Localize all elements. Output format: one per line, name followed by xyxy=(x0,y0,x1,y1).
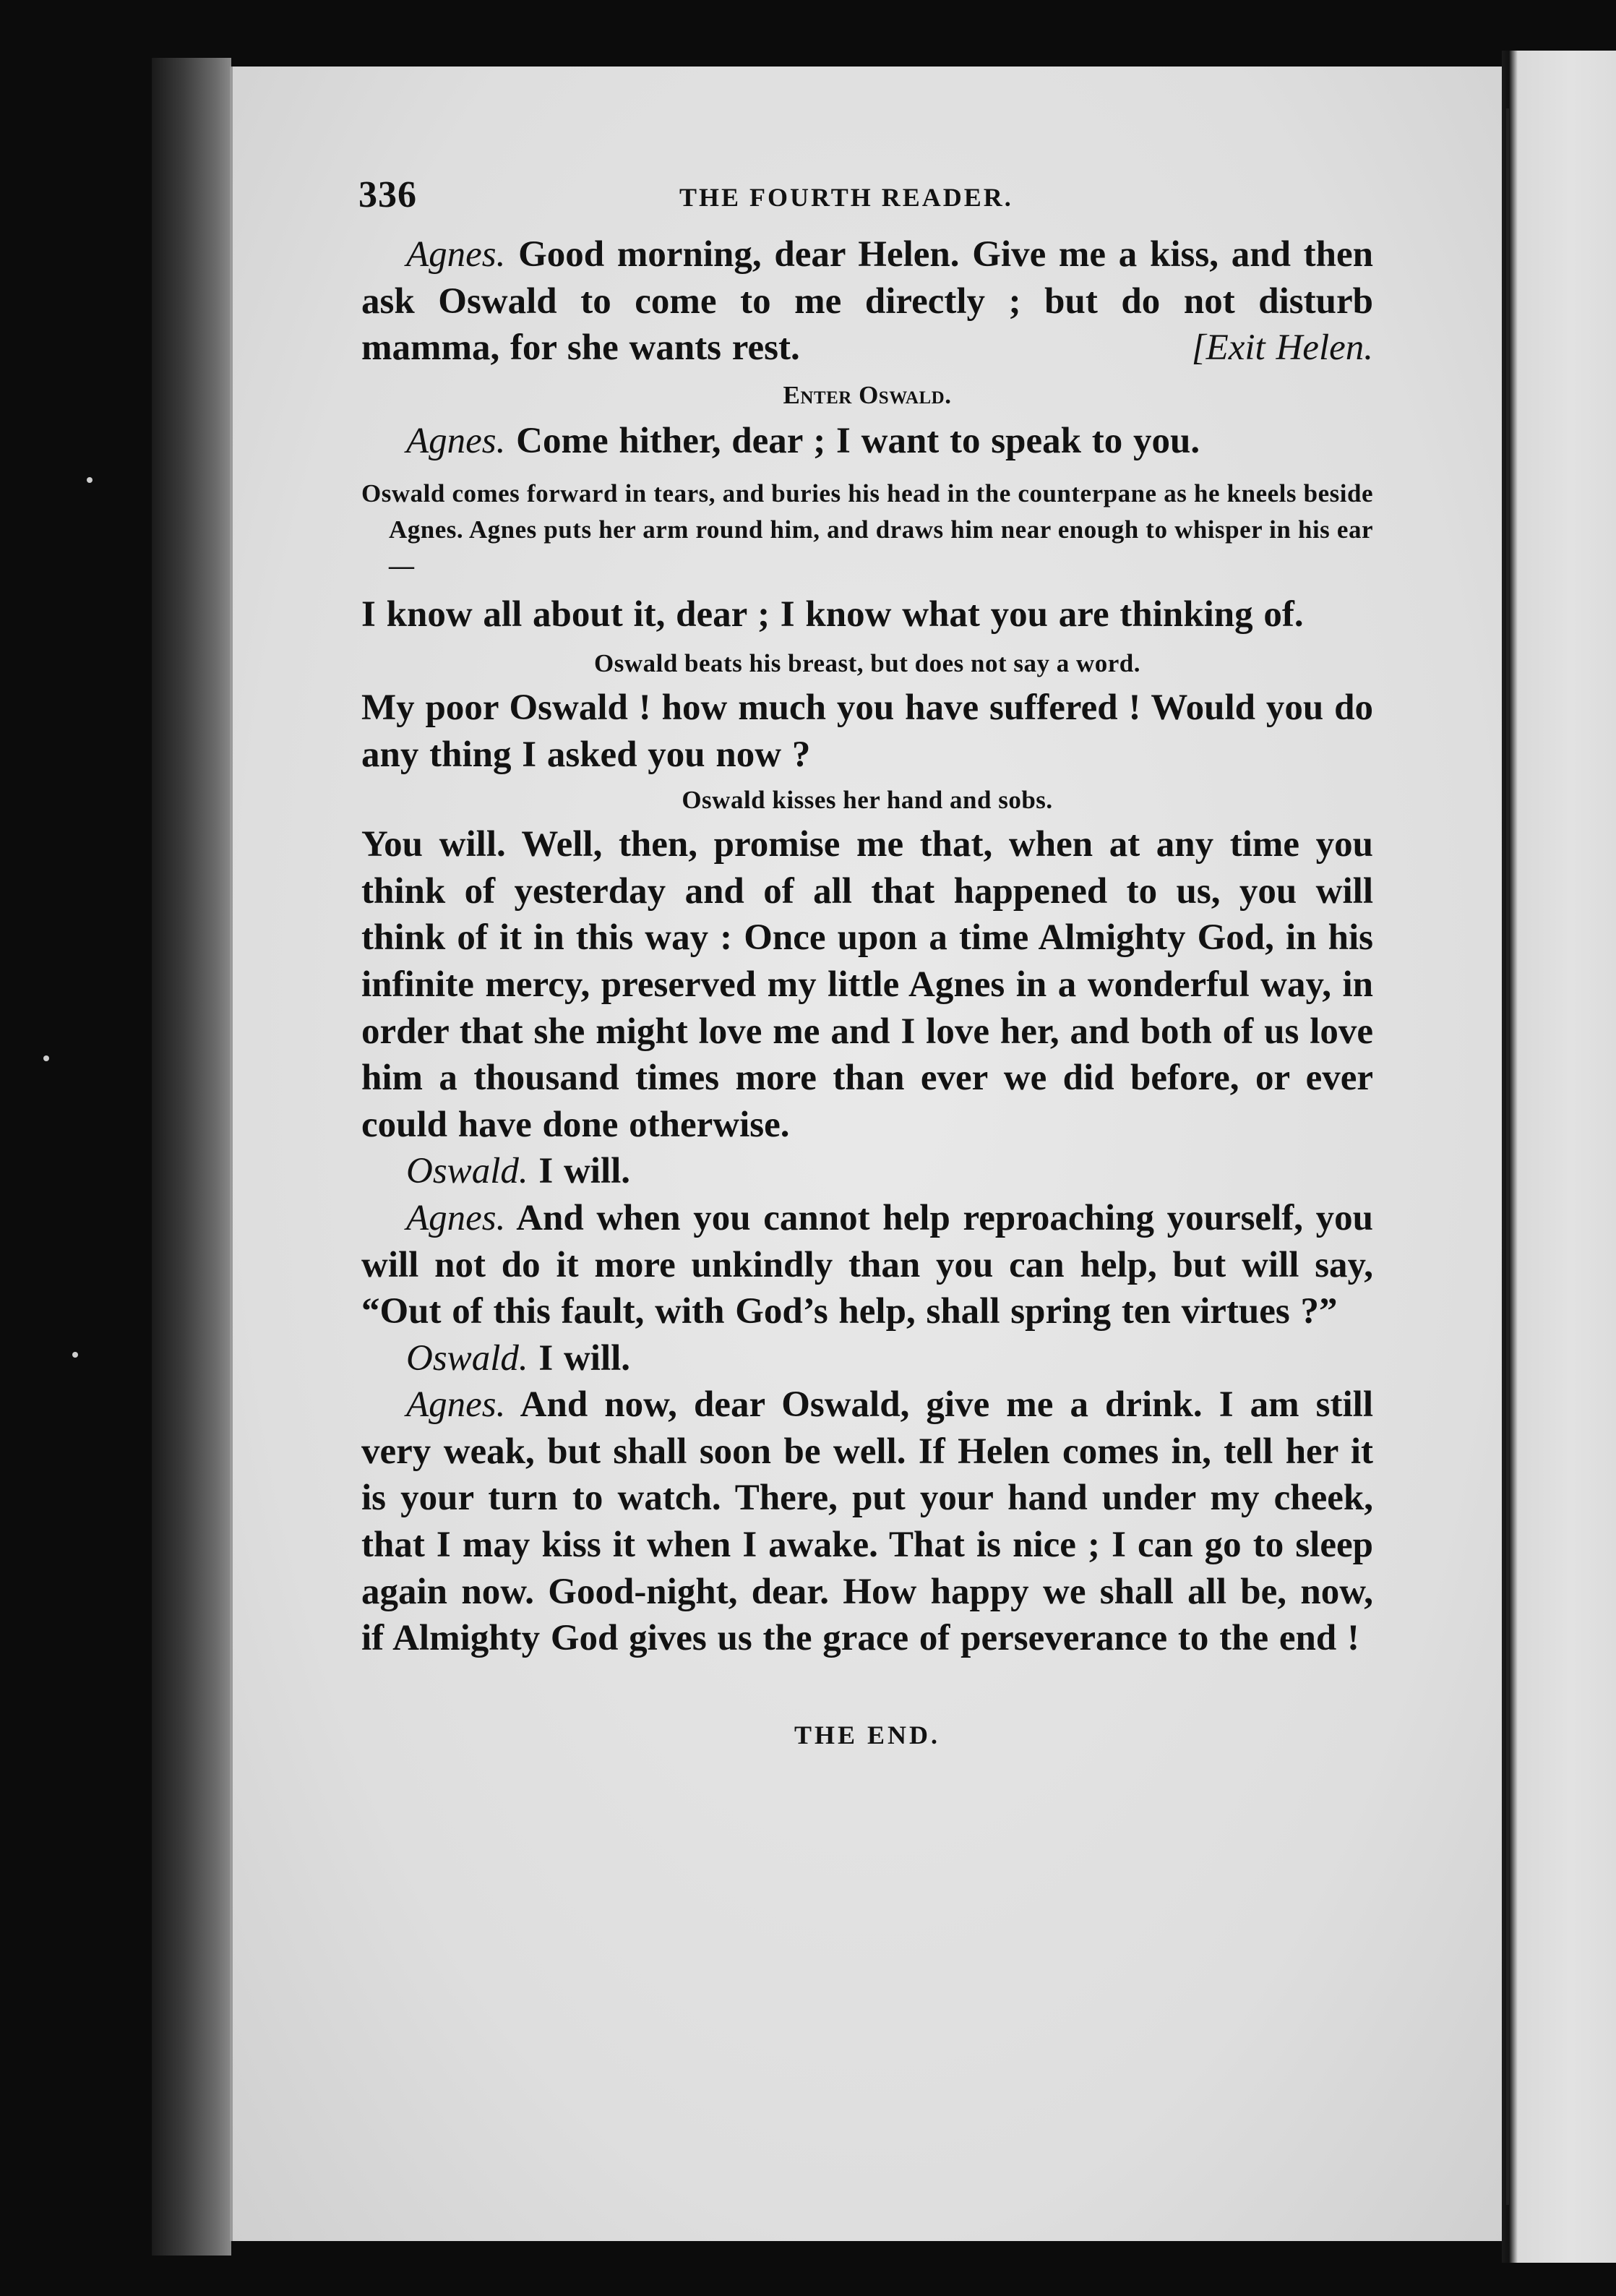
dialogue-text: I will. xyxy=(528,1151,631,1192)
speaker-name: Oswald. xyxy=(406,1337,528,1379)
speaker-name: Agnes. xyxy=(406,234,506,275)
page-content xyxy=(358,174,1373,1776)
scan-speck xyxy=(87,477,93,483)
running-head xyxy=(358,174,1373,231)
page-number: 336 xyxy=(358,174,417,215)
speaker-name: Agnes. xyxy=(406,420,506,461)
dialogue-paragraph xyxy=(361,1195,1373,1335)
dialogue-paragraph: My poor Oswald ! how much you have suffered ! Would you do any thing I asked you now ? xyxy=(361,687,1373,775)
stage-direction-exit: [Exit Helen. xyxy=(1191,327,1373,369)
dialogue-paragraph: I know all about it, dear ; I know what you are thinking of. xyxy=(361,594,1304,635)
page-gutter-line xyxy=(1506,108,1509,2205)
speaker-name: Agnes. xyxy=(406,1197,506,1238)
running-title: THE FOURTH READER. xyxy=(679,183,1013,212)
dialogue-paragraph xyxy=(361,1148,1373,1195)
scan-speck xyxy=(43,1055,49,1061)
the-end: THE END. xyxy=(794,1720,941,1749)
dialogue-paragraph xyxy=(361,1335,1373,1382)
speaker-name: Oswald. xyxy=(406,1151,528,1192)
dialogue-paragraph: You will. Well, then, promise me that, when at any time you think of yesterday and of all that happened to us, you will think of it in this way : Once upon a time Almighty God, in his infinite mercy, preserved my little Agnes in a wonderful way, in order that she might love me and I love her, and both of us love him a thousand times more than ever we did before, or ever could have done otherwise. xyxy=(361,824,1373,1145)
dialogue-text: Good morning, dear Helen. Give me a kiss, and then ask Oswald to come to me directly ; but do not disturb mamma, for she wants rest. xyxy=(361,234,1373,369)
book-left-edge xyxy=(152,58,231,2256)
dialogue-text: And when you cannot help reproaching yourself, you will not do it more unkindly than you can help, but will say, “Out of this fault, with God’s help, shall spring ten virtues ?” xyxy=(361,1197,1373,1332)
stage-direction: Oswald beats his breast, but does not say a word. xyxy=(593,648,1141,677)
stage-direction: Oswald kisses her hand and sobs. xyxy=(682,786,1053,815)
speaker-name: Agnes. xyxy=(406,1384,506,1426)
dialogue-text: Come hither, dear ; I want to speak to you. xyxy=(505,420,1200,461)
dialogue-paragraph xyxy=(361,231,1373,372)
scan-speck xyxy=(72,1352,78,1358)
dialogue-text: I will. xyxy=(528,1337,631,1379)
dialogue-paragraph xyxy=(361,418,1373,465)
stage-direction: Oswald comes forward in tears, and buries his head in the counterpane as he kneels beside Agnes. Agnes puts her arm round him, and draws him near enough to whisper in his ear— xyxy=(361,479,1373,581)
dialogue-paragraph xyxy=(361,1382,1373,1662)
facing-page-edge xyxy=(1502,51,1616,2263)
dialogue-text: And now, dear Oswald, give me a drink. I am still very weak, but shall soon be well. If Helen comes in, tell her it is your turn to watch. There, put your hand under my cheek, that I may kiss it when I awake. That is nice ; I can go to sleep again now. Good-night, dear. How happy we shall all be, now, if Almighty God gives us the grace of perseverance to the end ! xyxy=(361,1384,1373,1659)
stage-direction: Enter Oswald. xyxy=(783,380,952,409)
